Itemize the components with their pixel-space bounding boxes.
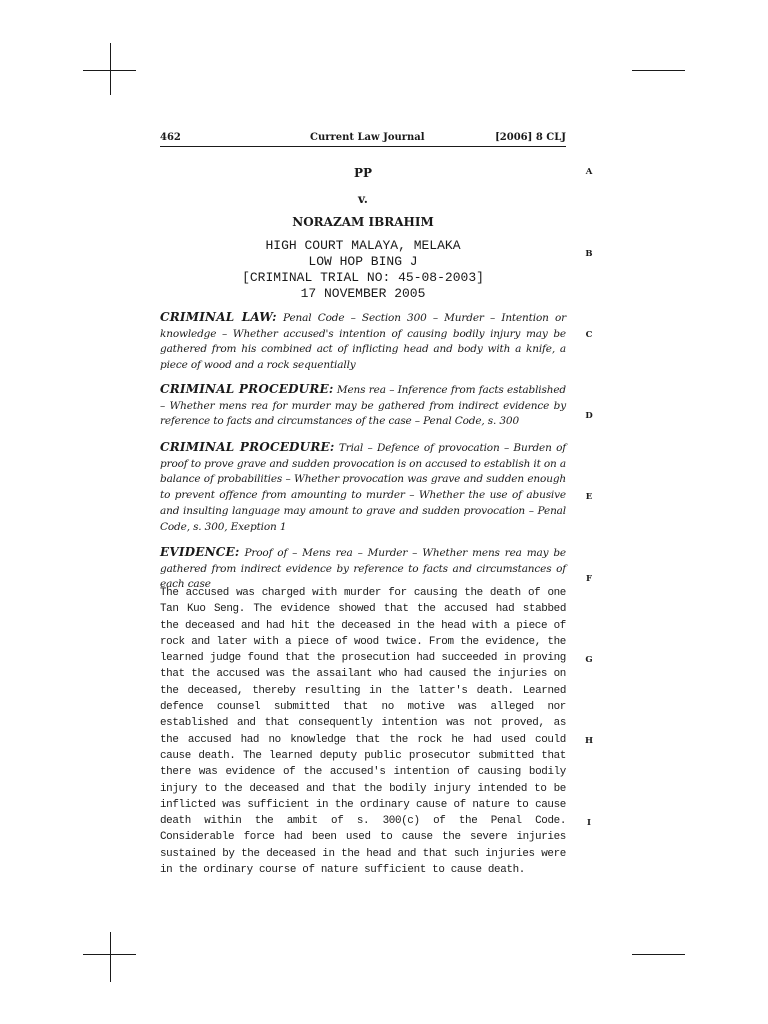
crop-mark [632, 70, 685, 71]
catchword-text: Mens rea – Inference from facts established – Whether mens rea for murder may be gathered from indirect evidence by reference to facts and circumstances of the case – Penal Code, s. 300 [160, 384, 567, 428]
catchword-text: Proof of – Mens rea – Murder – Whether mens rea may be gathered from indirect evidence by reference to facts and circumstances of each case [160, 547, 566, 591]
page-number: 462 [160, 132, 181, 143]
margin-marker: I [587, 818, 591, 828]
crop-mark [110, 43, 111, 95]
judge-name: LOW HOP BING J [308, 254, 418, 269]
catchword-heading: EVIDENCE: [160, 545, 240, 559]
margin-marker: H [584, 736, 594, 746]
catchword-paragraph [160, 382, 566, 430]
defendant: NORAZAM IBRAHIM [292, 215, 434, 229]
margin-marker: E [585, 492, 593, 502]
crop-mark [632, 954, 685, 955]
crop-mark [110, 932, 111, 982]
court-name: HIGH COURT MALAYA, MELAKA [265, 238, 461, 253]
catchword-text: Penal Code – Section 300 – Murder – Intention or knowledge – Whether accused's intention of causing bodily injury may be gathered from his combined act of inflicting head and body with a knife, a piece of wood and a rock sequentially [160, 312, 566, 372]
margin-marker: F [585, 574, 593, 584]
citation: [2006] 8 CLJ [495, 132, 566, 143]
decision-date: 17 NOVEMBER 2005 [300, 286, 426, 301]
versus: v. [358, 192, 368, 206]
margin-marker: D [585, 411, 593, 421]
headnote-paragraph: The accused was charged with murder for causing the death of one Tan Kuo Seng. The evidence showed that the accused had stabbed the deceased and had hit the deceased in the head with a piece of rock and later with a piece of wood twice. From the evidence, the learned judge found that the prosecution had succeeded in proving that the accused was the assailant who had caused the injuries on the deceased, thereby resulting in the latter's death. Learned defence counsel submitted that no motive was alleged nor established and that consequently intention was not proved, as the accused had no knowledge that the rock he had used could cause death. The learned deputy public prosecutor submitted that there was evidence of the accused's intention of causing bodily injury to the deceased and that the bodily injury intended to be inflicted was sufficient in the ordinary cause of nature to cause death within the ambit of s. 300(c) of the Penal Code. Considerable force had been used to cause the severe injuries sustained by the deceased in the head and that such injuries were in the ordinary course of nature sufficient to cause death. [160, 587, 566, 877]
trial-number: [CRIMINAL TRIAL NO: 45-08-2003] [242, 270, 484, 285]
journal-title: Current Law Journal [310, 132, 425, 143]
court-block [160, 238, 566, 302]
catchword-heading: CRIMINAL LAW: [160, 310, 277, 324]
running-header [160, 130, 566, 147]
catchword-heading: CRIMINAL PROCEDURE: [160, 382, 334, 396]
margin-marker: C [585, 330, 593, 340]
catchword-paragraph [160, 440, 566, 535]
catchword-heading: CRIMINAL PROCEDURE: [160, 440, 335, 454]
margin-marker: A [585, 167, 593, 177]
catchword-text: Trial – Defence of provocation – Burden of proof to prove grave and sudden provocation is on accused to establish it on a balance of probabilities – Whether provocation was grave and sudden enough to prevent offence from amounting to murder – Whether the use of abusive and insulting language may amount to grave and sudden provocation – Penal Code, s. 300, Exeption 1 [160, 442, 566, 533]
margin-marker: B [585, 249, 593, 259]
catchword-paragraph [160, 310, 566, 374]
margin-marker: G [585, 655, 593, 665]
plaintiff: PP [353, 166, 373, 180]
